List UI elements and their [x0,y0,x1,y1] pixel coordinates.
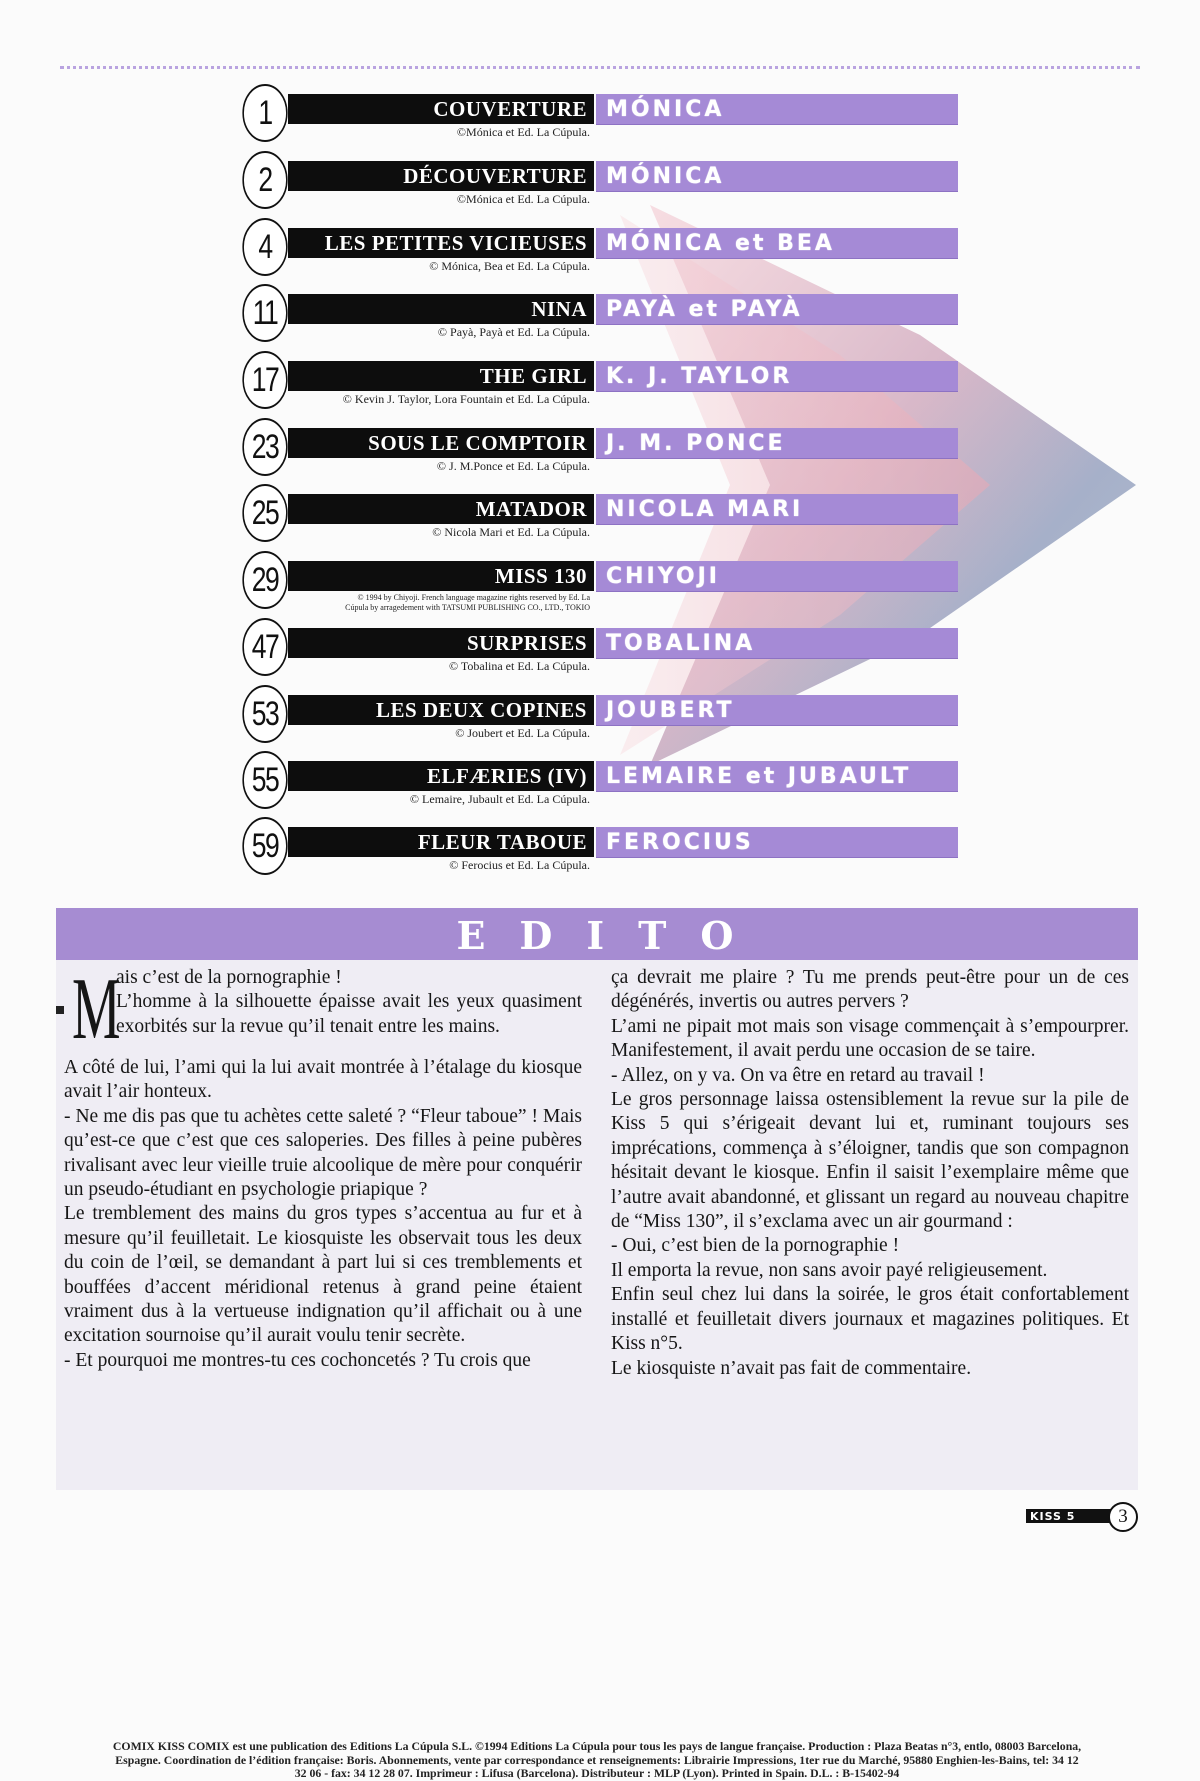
page-number-circle: 55 [242,751,287,809]
title-bar [288,628,594,658]
colophon [56,1740,1138,1781]
copyright-line: © J. M.Ponce et Ed. La Cúpula. [436,459,590,473]
title-bar [288,827,594,857]
title-bar [288,761,594,791]
author-bar [596,494,958,525]
copyright-line: © Joubert et Ed. La Cúpula. [455,726,590,740]
toc-entry[interactable] [236,284,966,346]
page-number-circle: 59 [242,817,287,875]
title-bar [288,361,594,391]
story-author: MÓNICA et BEA [606,231,835,256]
author-bar [596,228,958,259]
story-title: ELFÆRIES (IV) [427,764,587,788]
toc-entry[interactable] [236,84,966,146]
toc-entry[interactable] [236,618,966,680]
toc-entry[interactable] [236,151,966,213]
edito-paragraph: Le tremblement des mains du gros types s’accentua au fur et à mesure qu’il feuilletait. Le kiosquiste les observait tous les deux du coin de l’œil, se demandant à part lui si ces tremblements et bouffées d’accent méridional retenus à grand peine étaient vraiment dus à la vertueuse indignation qu’il affichait ou à une excitation sournoise qu’il aurait voulu tenir secrète. [64,1203,582,1347]
toc-entry[interactable] [236,351,966,413]
page-number-circle: 17 [242,351,287,409]
edito-paragraph: L’ami ne pipait mot mais son visage commençait à s’empourprer. Manifestement, il avait perdu une occasion de se taire. [611,1015,1129,1062]
page-number-circle: 25 [242,484,287,542]
toc-entry[interactable] [236,484,966,546]
toc-entry[interactable] [236,418,966,480]
story-author: MÓNICA [606,164,725,189]
toc-entry[interactable] [236,751,966,813]
copyright-line-2: Cúpula by arragedement with TATSUMI PUBLISHING CO., LTD., TOKIO [345,603,590,612]
story-author: LEMAIRE et JUBAULT [606,764,912,789]
story-title: COUVERTURE [433,97,587,121]
story-author: TOBALINA [606,631,756,656]
author-bar [596,361,958,392]
title-bar [288,561,594,591]
edito-paragraph: Il emporta la revue, non sans avoir payé religieusement. [611,1259,1048,1281]
edito-paragraph: ça devrait me plaire ? Tu me prends peut-être pour un de ces dégénérés, invertis ou autres pervers ? [611,967,1129,1013]
story-author: CHIYOJI [606,564,720,589]
story-title: THE GIRL [479,364,587,388]
story-title: DÉCOUVERTURE [403,164,587,188]
colophon-line: 32 06 - fax: 34 12 28 07. Imprimeur : Lifusa (Barcelona). Distributeur : MLP (Lyon). Printed in Spain. D.L. : B-15402-94 [294,1766,900,1780]
copyright-line: ©Mónica et Ed. La Cúpula. [456,192,590,206]
copyright-line: © Tobalina et Ed. La Cúpula. [448,659,590,673]
title-bar [288,695,594,725]
author-bar [596,428,958,459]
copyright-line: © Mónica, Bea et Ed. La Cúpula. [429,259,590,273]
story-title: FLEUR TABOUE [417,830,587,854]
edito-header-bar [56,908,1138,960]
copyright-line: © Nicola Mari et Ed. La Cúpula. [432,525,590,539]
edito-section [56,908,1138,1780]
story-author: NICOLA MARI [606,497,804,522]
copyright-line: © Payà, Payà et Ed. La Cúpula. [437,325,590,339]
copyright-line: © Ferocius et Ed. La Cúpula. [449,858,590,872]
page-number: 3 [1108,1502,1138,1532]
story-author: MÓNICA [606,97,725,122]
edito-paragraph-text: ais c’est de la pornographie ! [116,967,342,988]
edito-paragraph: - Ne me dis pas que tu achètes cette saleté ? “Fleur taboue” ! Mais qu’est-ce que c’est que ces saloperies. Des filles à peine pubères rivalisant avec leur vieille truie alcoolique de mère pour conquérir un pseudo-étudiant en psychologie priapique ? [64,1105,582,1201]
edito-paragraph: L’homme à la silhouette épaisse avait les yeux quasiment exorbités sur la revue qu’il tenait entre les mains. [116,991,582,1037]
story-author: FEROCIUS [606,830,754,855]
magazine-label: KISS 5 [1030,1510,1076,1523]
story-title: SOUS LE COMPTOIR [368,431,587,455]
author-bar [596,294,958,325]
author-bar [596,161,958,192]
edito-paragraph: A côté de lui, l’ami qui la lui avait montrée à l’étalage du kiosque avait l’air honteux. [64,1057,582,1103]
page-number-circle: 1 [242,84,287,142]
drop-cap: M [72,961,121,1058]
edito-paragraph: - Oui, c’est bien de la pornographie ! [611,1235,900,1257]
title-bar [288,294,594,324]
story-title: MATADOR [475,497,587,521]
edito-paragraph: - Allez, on y va. On va être en retard au travail ! [611,1064,985,1086]
page-number-circle: 11 [242,284,287,342]
story-title: LES DEUX COPINES [375,698,587,722]
author-bar [596,695,958,726]
title-bar [288,428,594,458]
toc-entry[interactable] [236,817,966,879]
page-number-circle: 29 [242,551,287,609]
edito-paragraph: Le kiosquiste n’avait pas fait de commentaire. [611,1357,972,1379]
toc-entry[interactable] [236,685,966,747]
edito-column-right [611,966,1129,1381]
bullet-marker [56,1006,64,1014]
copyright-line: © Kevin J. Taylor, Lora Fountain et Ed. La Cúpula. [342,392,590,406]
title-bar [288,161,594,191]
copyright-line [345,593,590,613]
colophon-line: Espagne. Coordination de l’édition française: Boris. Abonnements, vente par correspondance et renseignements: Librairie Impressions, 1ter rue du Marché, 95880 Enghien-les-Bains, tel: 34 12 [115,1752,1079,1767]
page-number-circle: 2 [242,151,287,209]
copyright-line-1: © 1994 by Chiyoji. French language magazine rights reserved by Ed. La [357,593,590,602]
page-number-circle: 53 [242,685,287,743]
title-bar [288,94,594,124]
author-bar [596,561,958,592]
toc-entry[interactable] [236,551,966,613]
colophon-line: COMIX KISS COMIX est une publication des Editions La Cúpula S.L. ©1994 Editions La Cúpula pour tous les pays de langue française. Production : Plaza Beatas n°3, entlo, 08003 Barcelona, [112,1739,1082,1753]
story-title: MISS 130 [494,564,587,588]
story-author: PAYÀ et PAYÀ [606,297,803,322]
page-footer [1026,1502,1138,1532]
page-number-circle: 23 [242,418,287,476]
author-bar [596,827,958,858]
story-title: NINA [531,297,587,321]
story-author: J. M. PONCE [606,431,786,456]
story-author: JOUBERT [606,698,735,723]
story-title: SURPRISES [466,631,587,655]
copyright-line: ©Mónica et Ed. La Cúpula. [456,125,590,139]
edito-paragraph: Enfin seul chez lui dans la soirée, le gros était confortablement installé et feuilletait divers journaux et magazines politiques. Et Kiss n°5. [611,1284,1129,1355]
edito-title: EDITO [456,913,768,958]
story-title: LES PETITES VICIEUSES [324,231,587,255]
author-bar [596,628,958,659]
author-bar [596,94,958,125]
copyright-line: © Lemaire, Jubault et Ed. La Cúpula. [409,792,590,806]
page-number-circle: 4 [242,218,287,276]
title-bar [288,494,594,524]
story-author: K. J. TAYLOR [606,364,793,389]
edito-paragraph: Le gros personnage laissa ostensiblement la revue sur la pile de Kiss 5 qui s’érigeait devant lui et, ruminant toujours ses imprécations, commença à s’éloigner, tandis que son compagnon hésitait devant le kiosque. Enfin il saisit l’exemplaire même que l’autre avait abandonné, et glissant un regard au nouveau chapitre de “Miss 130”, il s’exclama avec un air gourmand : [611,1089,1129,1233]
page-number-circle: 47 [242,618,287,676]
title-bar [288,228,594,258]
edito-column-left [64,961,582,1373]
edito-paragraph: - Et pourquoi me montres-tu ces cochoncetés ? Tu crois que [64,1349,531,1371]
author-bar [596,761,958,792]
toc-entry[interactable] [236,218,966,280]
